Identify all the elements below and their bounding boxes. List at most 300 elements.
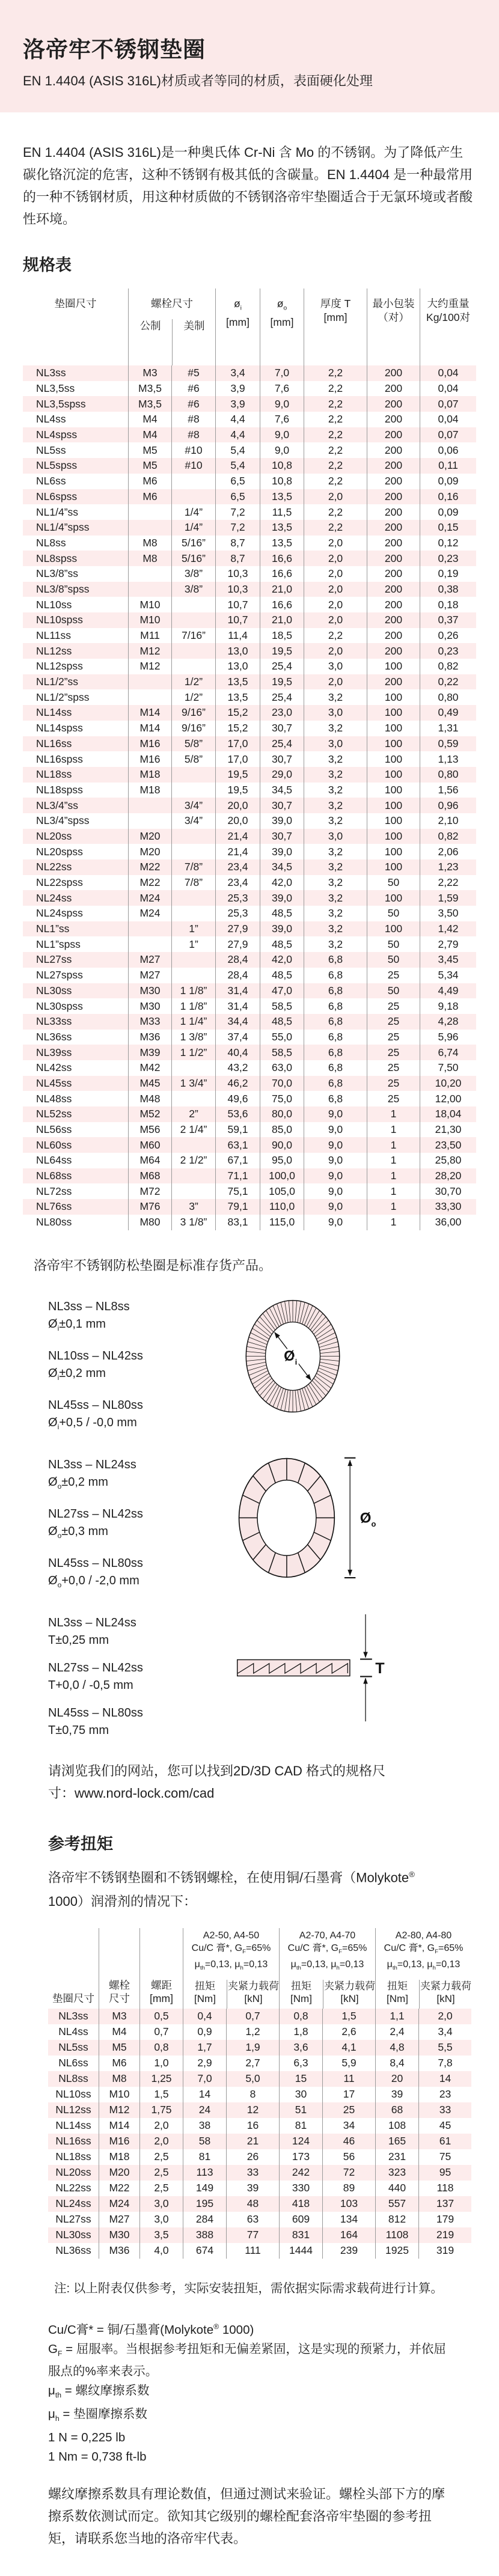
table-cell: 21,0 (260, 582, 304, 597)
table-cell: 6,8 (304, 968, 367, 983)
col-header-min-pack: 最小包装 （对） (367, 288, 420, 365)
table-cell: 77 (226, 2227, 279, 2243)
table-cell: 0,09 (420, 474, 476, 489)
table-row (23, 536, 476, 551)
table-row (23, 689, 476, 705)
table-cell: 5,0 (226, 2071, 279, 2087)
table-cell: NL5spss (36, 459, 78, 472)
table-cell: 100 (367, 721, 420, 736)
table-cell: 3,0 (139, 2196, 183, 2212)
table-cell: 9,0 (304, 1183, 367, 1199)
table-cell: 2,2 (304, 412, 367, 427)
table-row (23, 1199, 476, 1215)
table-cell: 231 (375, 2149, 418, 2165)
table-cell: 37,4 (215, 1030, 260, 1045)
table-cell: NL68ss (36, 1170, 72, 1182)
table-cell: 11,5 (260, 504, 304, 520)
table-cell: 13,5 (260, 489, 304, 505)
table-cell: NL14ss (36, 706, 72, 719)
table-cell: NL22spss (36, 876, 83, 889)
table-cell: NL39ss (36, 1046, 72, 1058)
table-cell: 200 (367, 628, 420, 644)
table-cell: 3,2 (304, 844, 367, 859)
table-cell: 12 (226, 2102, 279, 2118)
table-cell: 2,4 (375, 2024, 418, 2040)
table-cell: 0,06 (420, 442, 476, 458)
table-row (23, 643, 476, 659)
table-cell: 6,5 (215, 489, 260, 505)
table-cell: 2,2 (304, 474, 367, 489)
table-row (48, 2181, 471, 2196)
table-cell: 200 (367, 412, 420, 427)
table-cell: 1,75 (139, 2102, 183, 2118)
table-row (23, 489, 476, 505)
inner-diameter-diagram-row (48, 1296, 499, 1436)
table-cell: 100 (367, 783, 420, 798)
table-row (48, 2071, 471, 2087)
table-row (23, 844, 476, 859)
table-cell: M14 (128, 705, 171, 721)
table-cell: 3,2 (304, 783, 367, 798)
table-cell: 2,0 (304, 582, 367, 597)
table-cell: 0,16 (420, 489, 476, 505)
table-cell: 19,5 (215, 767, 260, 783)
table-cell: 100 (367, 859, 420, 875)
torque-intro: 洛帝牢不锈钢垫圈和不锈钢螺栓，在使用铜/石墨膏（Molykote® 1000）润滑剂的情况下： (48, 1869, 415, 1909)
table-cell: 4,28 (420, 1014, 476, 1030)
table-cell: 0,19 (420, 566, 476, 582)
table-row (23, 721, 476, 736)
table-cell: 1” (171, 936, 215, 952)
table-cell: 33 (226, 2165, 279, 2181)
table-cell: 200 (367, 396, 420, 412)
table-row (23, 1137, 476, 1153)
table-cell: NL18spss (36, 783, 83, 796)
table-cell: 124 (279, 2134, 322, 2149)
table-cell: M68 (128, 1168, 171, 1184)
table-cell: 5/8” (171, 736, 215, 752)
table-cell: #8 (171, 427, 215, 443)
table-cell: 3,2 (304, 721, 367, 736)
col-header-pitch: 螺距 [mm] (139, 1928, 183, 2009)
table-cell: 200 (367, 612, 420, 628)
table-row (23, 674, 476, 690)
table-cell: 3,2 (304, 767, 367, 783)
table-cell: M3,5 (128, 381, 171, 397)
table-cell: 108 (375, 2118, 418, 2134)
table-cell: 80,0 (260, 1106, 304, 1122)
col-header-torque: 扭矩 [Nm] (387, 1980, 408, 2004)
table-cell: 34 (322, 2118, 375, 2134)
table-cell: 110,0 (260, 1199, 304, 1215)
table-cell (171, 643, 215, 659)
table-cell: NL20spss (36, 845, 83, 858)
table-cell (128, 689, 171, 705)
table-cell: 33 (418, 2102, 471, 2118)
table-cell: 23,50 (420, 1137, 476, 1153)
table-cell: 30 (279, 2087, 322, 2102)
table-cell: M10 (128, 612, 171, 628)
table-cell: 34,5 (260, 859, 304, 875)
table-cell (171, 1060, 215, 1076)
washer-top-view-diagram (236, 1296, 350, 1417)
table-cell (171, 474, 215, 489)
table-cell: 1” (171, 921, 215, 937)
table-cell: M76 (128, 1199, 171, 1215)
table-cell: 1925 (375, 2243, 418, 2259)
table-cell: 50 (367, 983, 420, 999)
table-cell: 1,42 (420, 921, 476, 937)
col-header-metric: 公制 (139, 320, 161, 332)
table-cell: 25 (367, 968, 420, 983)
table-cell: 0,11 (420, 458, 476, 474)
table-cell: 1,0 (139, 2056, 183, 2071)
table-cell: NL27spss (36, 969, 83, 981)
table-cell: 0,23 (420, 551, 476, 566)
table-cell: 9/16” (171, 721, 215, 736)
table-cell: 3,2 (304, 875, 367, 891)
col-header-clamp-load: 夹紧力载荷 [kN] (227, 1980, 280, 2009)
table-cell: 16,6 (260, 551, 304, 566)
table-cell: 75 (418, 2149, 471, 2165)
table-cell: 10,7 (215, 597, 260, 612)
table-cell: 13,5 (215, 689, 260, 705)
table-cell: 3,2 (304, 813, 367, 829)
table-cell: NL10spss (36, 614, 83, 626)
table-cell: 3” (171, 1199, 215, 1215)
table-cell: NL8ss (36, 536, 66, 549)
table-cell: 2,0 (139, 2134, 183, 2149)
table-cell: NL48ss (36, 1092, 72, 1105)
table-cell: 23 (418, 2087, 471, 2102)
table-cell: 4,0 (139, 2243, 183, 2259)
table-cell: 100 (367, 890, 420, 906)
table-cell: NL5ss (58, 2041, 88, 2054)
table-cell: 2,0 (418, 2009, 471, 2024)
table-cell: 1108 (375, 2227, 418, 2243)
table-cell: 0,22 (420, 674, 476, 690)
table-cell (171, 767, 215, 783)
table-cell: M42 (128, 1060, 171, 1076)
table-cell: M4 (99, 2024, 139, 2040)
table-cell: 1,5 (139, 2087, 183, 2102)
table-cell: 200 (367, 504, 420, 520)
table-cell: 1 (367, 1137, 420, 1153)
table-cell: M24 (99, 2196, 139, 2212)
table-cell: 1/2” (171, 689, 215, 705)
table-cell: 6,8 (304, 1091, 367, 1106)
table-cell: M4 (128, 427, 171, 443)
table-cell: 7,2 (215, 504, 260, 520)
table-row (23, 1076, 476, 1091)
table-cell (128, 813, 171, 829)
outer-diameter-diagram-row (48, 1454, 499, 1594)
table-row (48, 2102, 471, 2118)
table-cell: 20,0 (215, 798, 260, 813)
table-cell: 17 (322, 2087, 375, 2102)
table-cell: 1,25 (139, 2071, 183, 2087)
table-row (48, 2149, 471, 2165)
table-cell: 2,0 (304, 643, 367, 659)
table-cell: 39,0 (260, 890, 304, 906)
table-cell (171, 1137, 215, 1153)
table-cell: M20 (99, 2165, 139, 2181)
table-cell: 5,9 (322, 2056, 375, 2071)
table-cell: NL16spss (36, 752, 83, 765)
table-cell: 56 (322, 2149, 375, 2165)
table-cell: M22 (128, 875, 171, 891)
table-cell: M16 (99, 2134, 139, 2149)
table-row (23, 859, 476, 875)
table-cell: 9,0 (304, 1106, 367, 1122)
table-cell: 0,09 (420, 504, 476, 520)
table-cell: NL52ss (36, 1108, 72, 1120)
table-cell: 9,0 (304, 1199, 367, 1215)
page-subtitle: EN 1.4404 (ASIS 316L)材质或者等同的材质，表面硬化处理 (23, 73, 373, 88)
table-cell: NL60ss (36, 1138, 72, 1151)
table-cell: 1 (367, 1153, 420, 1168)
table-cell: NL8ss (58, 2072, 88, 2085)
table-cell: M10 (99, 2087, 139, 2102)
table-cell: 7,6 (260, 412, 304, 427)
table-cell: 2,06 (420, 844, 476, 859)
table-cell: 0,37 (420, 612, 476, 628)
table-row (23, 952, 476, 968)
table-cell: M22 (99, 2181, 139, 2196)
table-cell: 2,0 (304, 536, 367, 551)
table-cell: 418 (279, 2196, 322, 2212)
table-cell: 1444 (279, 2243, 322, 2259)
table-cell: 200 (367, 365, 420, 381)
table-cell: NL12ss (36, 644, 72, 657)
table-cell: 2,0 (304, 674, 367, 690)
table-cell: 200 (367, 582, 420, 597)
table-cell: 7/8” (171, 859, 215, 875)
table-cell: 43,2 (215, 1060, 260, 1076)
table-row (48, 2227, 471, 2243)
table-cell: 10,8 (260, 474, 304, 489)
tolerance-label: NL45ss – NL80ss $Ø_i+0,5 / -0,0$ mm (48, 1398, 143, 1431)
table-row (23, 628, 476, 644)
table-cell: 95,0 (260, 1153, 304, 1168)
table-cell: NL10ss (36, 598, 72, 611)
table-row (23, 1122, 476, 1138)
table-cell: 200 (367, 381, 420, 397)
table-cell: 323 (375, 2165, 418, 2181)
tolerance-label: NL10ss – NL42ss $Ø_i\pm 0,2$ mm (48, 1349, 143, 1382)
table-cell: 5/16” (171, 551, 215, 566)
table-cell: 24 (183, 2102, 226, 2118)
table-cell: 10,3 (215, 566, 260, 582)
table-cell: M48 (128, 1091, 171, 1106)
table-cell: 219 (418, 2227, 471, 2243)
table-cell: 72 (322, 2165, 375, 2181)
table-cell: 13,5 (215, 674, 260, 690)
stock-note: 洛帝牢不锈钢防松垫圈是标准存货产品。 (34, 1257, 272, 1273)
table-row (23, 998, 476, 1014)
table-cell: 200 (367, 458, 420, 474)
table-cell (171, 597, 215, 612)
bolt-size-label: 螺栓尺寸 (151, 298, 193, 310)
table-cell: 81 (183, 2149, 226, 2165)
table-cell: 5,5 (418, 2040, 471, 2056)
table-cell: 20,0 (215, 813, 260, 829)
table-cell (128, 520, 171, 536)
table-cell: 2,6 (322, 2024, 375, 2040)
table-cell: 49,6 (215, 1091, 260, 1106)
table-cell: 3,0 (304, 736, 367, 752)
table-cell: 19,5 (215, 783, 260, 798)
table-cell: 557 (375, 2196, 418, 2212)
table-cell: 100 (367, 829, 420, 844)
table-cell: NL45ss (36, 1076, 72, 1089)
table-cell: M6 (128, 489, 171, 505)
table-cell: 0,8 (139, 2040, 183, 2056)
page-title: 洛帝牢不锈钢垫圈 (23, 37, 206, 62)
table-cell: 2,2 (304, 504, 367, 520)
table-cell: 200 (367, 643, 420, 659)
torque-heading: 参考扭矩 (48, 1834, 113, 1853)
table-cell: 34,4 (215, 1014, 260, 1030)
table-row (23, 612, 476, 628)
table-cell: M22 (128, 859, 171, 875)
table-cell: 1 (367, 1215, 420, 1230)
table-row (23, 597, 476, 612)
table-cell: 26 (226, 2149, 279, 2165)
table-cell: 40,4 (215, 1045, 260, 1060)
table-cell: 27,9 (215, 936, 260, 952)
table-cell: 39,0 (260, 921, 304, 937)
table-cell: 2,2 (304, 396, 367, 412)
table-cell: M12 (99, 2102, 139, 2118)
table-cell: NL6spss (36, 490, 78, 502)
table-cell: 9,0 (304, 1153, 367, 1168)
torque-table-body (48, 2009, 471, 2259)
table-cell: 2 1/4” (171, 1122, 215, 1138)
table-cell: NL3ss (36, 367, 66, 379)
table-cell (128, 566, 171, 582)
table-cell: 6,5 (215, 474, 260, 489)
table-cell: 4,4 (215, 412, 260, 427)
table-cell: NL1/2”spss (36, 691, 90, 703)
table-cell: 4,1 (322, 2040, 375, 2056)
table-cell: 5/8” (171, 751, 215, 767)
table-cell: M20 (128, 844, 171, 859)
table-cell: 3,50 (420, 906, 476, 921)
table-cell: NL1”spss (36, 938, 81, 950)
table-cell: 7,0 (183, 2071, 226, 2087)
table-cell: 6,8 (304, 952, 367, 968)
table-cell: 242 (279, 2165, 322, 2181)
table-cell: 609 (279, 2212, 322, 2227)
table-cell: 111 (226, 2243, 279, 2259)
table-row (23, 1153, 476, 1168)
inner-tolerance-labels (48, 1296, 236, 1436)
table-cell: M8 (99, 2071, 139, 2087)
table-cell: 105,0 (260, 1183, 304, 1199)
table-row (23, 705, 476, 721)
group-header-a2-50: A2-50, A4-50 Cu/C 膏*, $G_F=65\%$ $\mu_{th}=0,13$, $\mu_h=0,13$ 扭矩 [Nm] 夹紧力载荷 [kN] (183, 1928, 279, 2009)
table-cell: NL12spss (36, 660, 83, 673)
table-cell: 71,1 (215, 1168, 260, 1184)
table-cell: 27,9 (215, 921, 260, 937)
table-cell: M30 (99, 2227, 139, 2243)
table-cell: NL56ss (36, 1123, 72, 1136)
table-cell: 3/4” (171, 798, 215, 813)
table-cell: 29,0 (260, 767, 304, 783)
table-cell: 1 1/8” (171, 998, 215, 1014)
table-cell: NL3,5ss (36, 382, 75, 395)
table-cell: 21,30 (420, 1122, 476, 1138)
table-cell: M30 (128, 983, 171, 999)
table-cell: 11,4 (215, 628, 260, 644)
table-cell: 39 (375, 2087, 418, 2102)
table-cell: 2,2 (304, 427, 367, 443)
table-cell: 42,0 (260, 952, 304, 968)
table-cell: 674 (183, 2243, 226, 2259)
table-cell: 9/16” (171, 705, 215, 721)
col-header-washer-size: 垫圈尺寸 (54, 298, 97, 310)
table-cell: 75,0 (260, 1091, 304, 1106)
table-cell (171, 783, 215, 798)
table-cell: 284 (183, 2212, 226, 2227)
table-cell: 9,0 (304, 1215, 367, 1230)
tolerance-label: NL45ss – NL80ss T±0,75 mm (48, 1706, 143, 1737)
table-cell: 23,0 (260, 705, 304, 721)
table-cell: M12 (128, 659, 171, 674)
col-header-torque: 扭矩 [Nm] (194, 1980, 216, 2004)
table-cell: 50 (367, 936, 420, 952)
table-cell: NL30spss (36, 1000, 83, 1012)
table-cell: 46,2 (215, 1076, 260, 1091)
footer-paragraph: 螺纹摩擦系数具有理论数值，但通过测试来验证。螺栓头部下方的摩擦系数依测试而定。欲知其它级别的螺栓配套洛帝牢垫圈的参考扭矩，请联系您当地的洛帝牢代表。 (48, 2486, 445, 2546)
table-cell: 0,18 (420, 597, 476, 612)
table-cell: 6,8 (304, 1030, 367, 1045)
table-cell: 319 (418, 2243, 471, 2259)
table-cell: 48,5 (260, 968, 304, 983)
table-cell (128, 921, 171, 937)
table-cell: M27 (128, 952, 171, 968)
table-cell: 2,2 (304, 365, 367, 381)
table-cell: NL3/8”spss (36, 582, 90, 595)
table-cell: M20 (128, 829, 171, 844)
definitions-list (48, 2318, 499, 2466)
table-cell: 6,8 (304, 1014, 367, 1030)
table-cell: NL30ss (36, 984, 72, 997)
table-cell: 100,0 (260, 1168, 304, 1184)
table-row (23, 1183, 476, 1199)
table-row (48, 2056, 471, 2071)
table-cell (171, 890, 215, 906)
table-cell: 3,2 (304, 936, 367, 952)
table-cell: 63,1 (215, 1137, 260, 1153)
table-cell: 16,6 (260, 597, 304, 612)
table-row (48, 2087, 471, 2102)
table-cell: 0,80 (420, 689, 476, 705)
table-cell: 47,0 (260, 983, 304, 999)
tolerance-label: NL3ss – NL8ss $Ø_i\pm 0,1$ mm (48, 1299, 130, 1332)
table-cell: 30,7 (260, 829, 304, 844)
table-cell: 6,8 (304, 998, 367, 1014)
table-cell: NL80ss (36, 1216, 72, 1228)
table-cell: NL36ss (55, 2244, 91, 2257)
table-cell: 2,9 (183, 2056, 226, 2071)
washer-side-view-diagram (236, 1612, 398, 1724)
table-cell: 2,2 (304, 442, 367, 458)
table-cell: 0,07 (420, 396, 476, 412)
spec-table-body (23, 365, 476, 1230)
table-row (23, 474, 476, 489)
